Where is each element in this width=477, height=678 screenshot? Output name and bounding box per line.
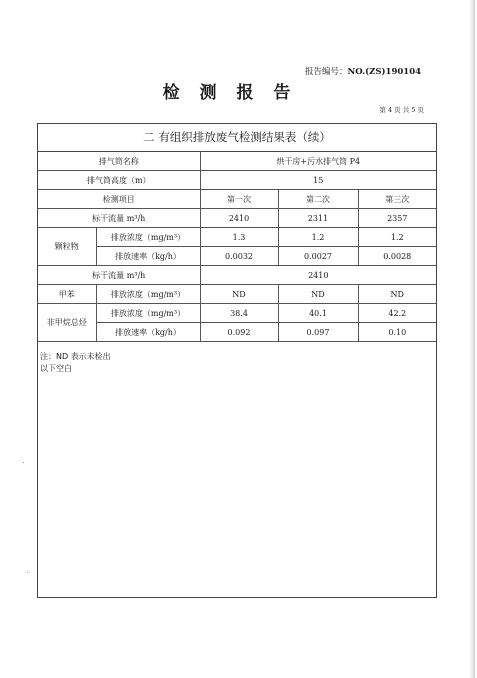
outlet-name-label: 排气筒名称	[38, 152, 200, 171]
particulate-conc-value: 1.2	[278, 228, 358, 247]
table-row	[38, 171, 436, 190]
rate-label: 排放速率（kg/h）	[96, 247, 200, 266]
flow-value: 2410	[200, 209, 278, 228]
nmhc-rate-value: 0.097	[278, 323, 358, 342]
concentration-label: 排放浓度（mg/m³）	[96, 304, 200, 323]
concentration-label: 排放浓度（mg/m³）	[96, 228, 200, 247]
flow-label: 标干流量 m³/h	[38, 266, 200, 285]
particulate-conc-value: 1.2	[358, 228, 436, 247]
results-table	[38, 151, 436, 342]
table-row	[38, 304, 436, 323]
page-number: 第 4 页 共 5 页	[379, 106, 424, 114]
page-title: 检 测 报 告	[162, 83, 298, 103]
outlet-name-value: 烘干房+污水排气筒 P4	[200, 152, 436, 171]
nmhc-conc-value: 40.1	[278, 304, 358, 323]
particulate-conc-value: 1.3	[200, 228, 278, 247]
nmhc-conc-value: 42.2	[358, 304, 436, 323]
outlet-height-value: 15	[200, 171, 436, 190]
toluene-label: 甲苯	[38, 285, 96, 304]
outlet-height-label: 排气筒高度（m）	[38, 171, 200, 190]
report-number-label: 报告编号：	[305, 67, 348, 77]
particulate-rate-value: 0.0028	[358, 247, 436, 266]
items-label: 检测项目	[38, 190, 200, 209]
table-row	[38, 285, 436, 304]
notes	[40, 351, 111, 375]
round-2-header: 第二次	[278, 190, 358, 209]
note-blank-below: 以下空白	[40, 364, 72, 373]
results-frame	[37, 123, 437, 598]
toluene-conc-value: ND	[200, 285, 278, 304]
concentration-label: 排放浓度（mg/m³）	[96, 285, 200, 304]
scan-speck	[27, 572, 28, 573]
particulate-label: 颗粒物	[38, 228, 96, 266]
round-1-header: 第一次	[200, 190, 278, 209]
table-row	[38, 266, 436, 285]
report-number	[305, 65, 455, 77]
toluene-conc-value: ND	[358, 285, 436, 304]
table-row	[38, 209, 436, 228]
table-row	[38, 228, 436, 247]
flow-label: 标干流量 m³/h	[38, 209, 200, 228]
table-row	[38, 190, 436, 209]
table-row	[38, 247, 436, 266]
nmhc-rate-value: 0.092	[200, 323, 278, 342]
scan-speck	[23, 462, 24, 463]
flow-value: 2410	[200, 266, 436, 285]
nmhc-rate-value: 0.10	[358, 323, 436, 342]
table-row	[38, 152, 436, 171]
report-number-value: NO.(ZS)190104	[347, 67, 422, 77]
nmhc-conc-value: 38.4	[200, 304, 278, 323]
flow-value: 2311	[278, 209, 358, 228]
note-nd: 注：ND 表示未检出	[40, 352, 111, 361]
particulate-rate-value: 0.0027	[278, 247, 358, 266]
table-row	[38, 323, 436, 342]
nmhc-label: 非甲烷总烃	[38, 304, 96, 342]
toluene-conc-value: ND	[278, 285, 358, 304]
rate-label: 排放速率（kg/h）	[96, 323, 200, 342]
flow-value: 2357	[358, 209, 436, 228]
particulate-rate-value: 0.0032	[200, 247, 278, 266]
table-title: 二 有组织排放废气检测结果表（续）	[143, 130, 331, 144]
page-edge-shadow	[469, 0, 475, 678]
round-3-header: 第三次	[358, 190, 436, 209]
